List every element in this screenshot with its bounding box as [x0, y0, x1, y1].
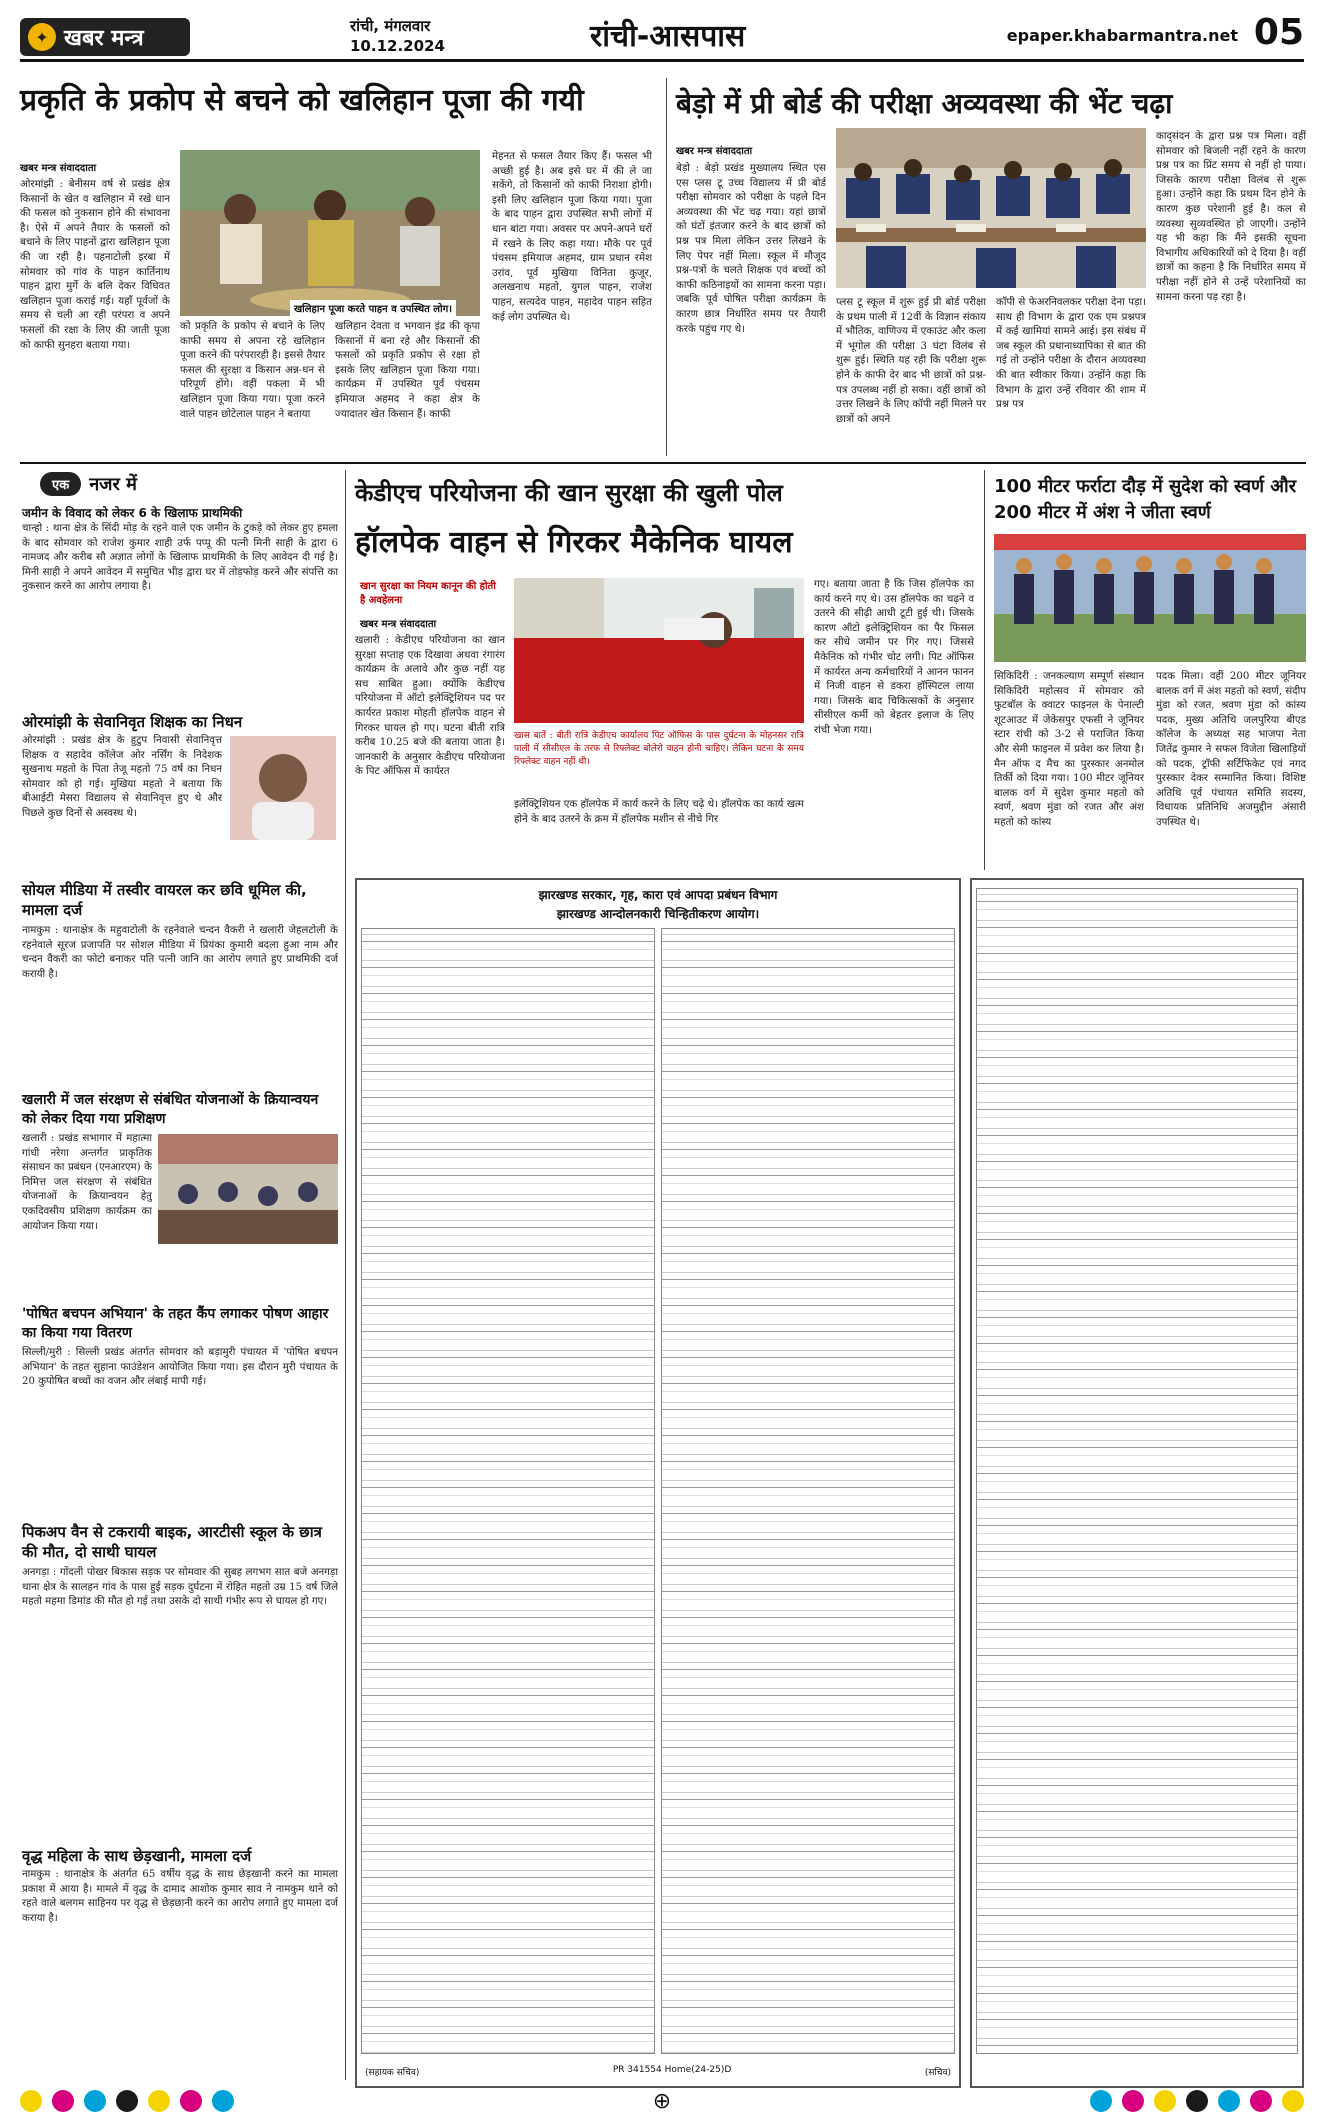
registration-dot	[1122, 2090, 1144, 2112]
registration-dot	[20, 2090, 42, 2112]
brief-7-body: नामकुम : थानाक्षेत्र के अंतर्गत 65 वर्षीय वृद्ध के साथ छेड़खानी करने का मामला प्रकाश में आया है। मामले में वृद्ध के दामाद आशोक कुमार साव ने नामकुम थाने को रहते वाले बलगम साहिनय पर वृद्ध से छेड़छानी करने का आरोप लगाते हुए मामला दर्ज कराया है।	[22, 1869, 338, 1924]
notice-ref: PR 341554 Home(24-25)D	[612, 2065, 732, 2075]
story-2-photo	[836, 128, 1146, 288]
dateline	[350, 16, 445, 56]
section-divider	[20, 462, 1306, 464]
brief-4-body: खलारी : प्रखंड सभागार में महात्मा गांधी नरेगा अन्तर्गत प्राकृतिक संसाधन का प्रबंधन (एनआरएम) के निमित्त जल संरक्षण से संबंधित योजनाओं के क्रियान्वयन हेतु एकदिवसीय प्रशिक्षण कार्यक्रम का आयोजन किया गया।	[22, 1133, 152, 1232]
brief-2-headline[interactable]: ओरमांझी के सेवानिवृत शिक्षक का निधन	[22, 713, 243, 731]
notice-list-table	[976, 888, 1298, 2054]
logo-icon: ✦	[28, 23, 56, 51]
ek-nazar-mein-tag	[40, 472, 137, 496]
story-2-byline: खबर मन्त्र संवाददाता	[676, 146, 753, 157]
story-1-col2: को प्रकृति के प्रकोप से बचाने के लिए काफी समय से अपना रहे खलिहान पूजा करने की परंपरारही है। इससे तैयार फसल की सुरक्षा व किसान अन्न-धन से परिपूर्ण होंगे। वहीं पकला में भी खलिहान पूजा किया गया। पूजा करने वाले पाहन छोटेलाल पाहन ने बताया	[180, 321, 325, 420]
notice-sign-left: (सहायक सचिव)	[365, 2068, 420, 2078]
story-3-body-3: गए। बताया जाता है कि जिस हॉलपेक का कार्य करने गए थे। उस हॉलपेक का चढ़ने व उतरने की सीढ़ी आधी टूटी हुई थी। जिसके कारण ऑटो इलेक्ट्रिशियन का पैर फिसल कर सीधे जमीन पर गिर गए। जिससे मैकेनिक को गंभीर चोट लगी। पिट ऑफिस में कार्यरत अन्य कर्मचारियों ने आनन फानन में निजी वाहन से डकरा हॉस्पिटल लाया गया। जिसके बाद चिकित्सकों के अनुसार सीसीएल कर्मी को बेहतर इलाज के लिए रांची भेजा गया।	[814, 579, 974, 736]
registration-dot	[1154, 2090, 1176, 2112]
registration-dot	[116, 2090, 138, 2112]
story-2-col2: प्लस टू स्कूल में शुरू हुई प्री बोर्ड परीक्षा के प्रथम पाली में 12वीं के विज्ञान संकाय में भौतिक, वाणिज्य में एकाउंट और कला में भूगोल की परीक्षा 3 घंटा विलंब से शुरू हुई। स्थिति यह रही कि परीक्षा शुरू होने के काफी देर बाद भी छात्रों को प्रश्न-पत्र उपलब्ध नहीं हो सका। वहीं छात्रों को उत्तर लिखने के लिए कॉपी नहीं मिलने पर छात्रों को अपने	[836, 297, 986, 425]
story-1-headline[interactable]: प्रकृति के प्रकोप से बचने को खलिहान पूजा की गयी	[20, 83, 584, 118]
story-3-byline: खबर मन्त्र संवाददाता	[360, 619, 437, 630]
story-4-photo	[994, 534, 1306, 662]
brief-3-headline[interactable]: सोयल मीडिया में तस्वीर वायरल कर छवि धूमिल की, मामला दर्ज	[22, 881, 307, 919]
story-1-col4: मेहनत से फसल तैयार किए हैं। फसल भी अच्छी हुई है। अब इसे घर में की ले जा सकेंगे, तो किसानों को काफी निराशा होगी। इसी लिए खलिहान पूजा किया गया। पूजा के बाद पाहन द्वारा उपस्थित सभी लोगों में धान बांटा गया। अवसर पर अपने-अपने घरों में रखने के लिए कहा गया। मौके पर पूर्व पंचसम इमियाज अहमद, ग्राम प्रधान रमेश उरांव, पूर्व मुखिया विनिता कुजूर, अलखनाथ महतो, युगल पाहन, राजेश पाहन, सत्यदेव पाहन, महादेव पाहन सहित कई लोग उपस्थित थे।	[492, 151, 652, 323]
notice-line-1: झारखण्ड सरकार, गृह, कारा एवं आपदा प्रबंधन विभाग	[538, 888, 778, 902]
column-divider	[666, 78, 667, 456]
story-1-lead: ओरमांझी : बेनीसम वर्ष से प्रखंड क्षेत्र किसानों के खेत व खलिहान में रखे धान की फसल को नुकसान होने की संभावना है। ऐसे में अपने तैयार के फसलों को बचाने के लिए पाहनों द्वारा खलिहान पूजा की जा रही है। पहनाटोली इरबा में सोमवार को गांव के पाहन कार्तिनाथ पाहन द्वारा मुर्गे के बलि देकर विधिवत खलिहान पूजा कराई गई। यहाँ पूर्वजों के समय से चली आ रही परंपरा व अपने फसलों की रक्षा के लिए की जाती पूजा को काफी सुनहरा बताया गया।	[20, 179, 170, 351]
government-notice	[355, 878, 961, 2088]
registration-dot	[1218, 2090, 1240, 2112]
story-3-headline[interactable]: हॉलपेक वाहन से गिरकर मैकेनिक घायल	[355, 525, 793, 560]
notice-list-column	[661, 928, 955, 2054]
brief-7-headline[interactable]: वृद्ध महिला के साथ छेड़खानी, मामला दर्ज	[22, 1847, 252, 1865]
brief-5-body: सिल्ली/मुरी : सिल्ली प्रखंड अंतर्गत सोमवार को बड़ामुरी पंचायत में 'पोषित बचपन अभियान' के तहत सुहाना फाउंडेशन आयोजित किया गया। इस दौरान मुरी पंचायत के 20 कुपोषित बच्चों का वजन और लंबाई मापी गई।	[22, 1347, 338, 1388]
story-4-headline[interactable]: 100 मीटर फर्राटा दौड़ में सुदेश को स्वर्ण और 200 मीटर में अंश ने जीता स्वर्ण	[994, 476, 1297, 523]
story-1-photo	[180, 150, 480, 316]
story-3-body: खलारी : केडीएच परियोजना का खान सुरक्षा सप्ताह एक दिखावा अथवा रंगारंग कार्यक्रम के अलावे और कुछ नहीं यह सच साबित हुआ। क्योंकि केडीएच परियोजना में ऑटो इलेक्ट्रिशियन पद पर कार्यरत प्रकाश मोहती हॉलपेक वाहन से गिरकर घायल हो गए। घटना बीती रात्रि करीब 10.25 बजे की बताया जाता है। जानकारी के अनुसार केडीएच परियोजना के पिट ऑफिस में कार्यरत	[355, 635, 505, 778]
column-divider	[345, 470, 346, 2080]
notice-list-table	[361, 928, 955, 2054]
registration-dot	[52, 2090, 74, 2112]
color-registration-left	[20, 2090, 234, 2112]
notice-list-column	[976, 888, 1298, 2054]
obituary-photo	[230, 736, 336, 840]
registration-dot	[1250, 2090, 1272, 2112]
story-1-caption: खलिहान पूजा करते पाहन व उपस्थित लोग।	[290, 300, 456, 316]
column-divider	[984, 470, 985, 870]
tag-pill: एक	[40, 472, 81, 496]
story-1-col3: खलिहान देवता व भगवान इंद्र की कृपा किसानों में बना रहे और किसानों की फसलों को प्रकृति प्रकोप से रक्षा हो इसके लिए खलिहान पूजा किया गया। कार्यक्रम में उपस्थित पूर्व पंचसम इमियाज अहमद ने कहा क्षेत्र के ज्यादातर खेत किसान हैं। काफी	[335, 321, 480, 420]
brand-logo[interactable]	[20, 18, 190, 56]
registration-dot	[180, 2090, 202, 2112]
story-3-side-note: खान सुरक्षा का नियम कानून की होती है अवहेलना	[360, 581, 496, 606]
brief-3-body: नामकुम : थानाक्षेत्र के महुवाटोली के रहनेवाले चन्दन वैकरी ने खलारी जेहलटोली के रहनेवाले सूरज प्रजापति पर सोशल मीडिया में प्रियंका कुमारी बदला हुआ नाम और चन्दन वैकरी का फोटो बनाकर पति पत्नी जानि का आरोप लगाते हुए प्राथमिकी दर्ज करायी है।	[22, 925, 338, 980]
registration-dot	[1282, 2090, 1304, 2112]
section-title: रांची-आसपास	[590, 19, 746, 54]
story-2-headline[interactable]: बेड़ो में प्री बोर्ड की परीक्षा अव्यवस्था की भेंट चढ़ा	[676, 87, 1173, 120]
story-3-body-2: इलेक्ट्रिशियन एक हॉलपेक में कार्य करने के लिए चढ़े थे। हॉलपेक का कार्य खत्म होने के बाद उतरने के क्रम में हॉलपेक मशीन से नीचे गिर	[514, 799, 804, 825]
story-3-photo	[514, 578, 804, 723]
story-2-col1: बेड़ो : बेड़ो प्रखंड मुख्यालय स्थित एस एस प्लस टू उच्च विद्यालय में प्री बोर्ड परीक्षा सोमवार को परीक्षा के पहले दिन अव्यवस्था की भेंट चढ़ गया। यहां छात्रों को घंटों इंतजार करने के बाद छात्रों को प्रश्न पत्र मिला लेकिन उत्तर लिखने के लिए पेपर नहीं मिला। स्कूल में मौजूद प्रश्न-पत्रों के चलते शिक्षक एवं बच्चों को काफी कठिनाइयों का सामना करना पड़ा। जबकि पूर्व घोषित परीक्षा कार्यक्रम के कारण छात्र निर्धारित समय पर तैयारी करके पहुंच गए थे।	[676, 163, 826, 335]
epaper-link[interactable]: epaper.khabarmantra.net	[1006, 26, 1238, 45]
training-photo	[158, 1134, 338, 1244]
registration-dot	[1090, 2090, 1112, 2112]
tag-label: नजर में	[89, 474, 137, 495]
color-registration-right	[1090, 2090, 1304, 2112]
registration-dot	[148, 2090, 170, 2112]
crosshair-icon: ⊕	[652, 2088, 672, 2114]
story-3-photo-caption: खास बातें : बीती रात्रि केडीएच कार्यालय पिट ऑफिस के पास दुर्घटना के मोहनसर रात्रि पाली में सीसीएल के तरफ से रिफ्लेक्ट बोलेरो वाहन होनी चाहिए। लेकिन घटना के समय रिफ्लेक्ट वाहन नहीं थी।	[514, 731, 804, 767]
notice-sign-right: (सचिव)	[924, 2068, 951, 2078]
brand-name: खबर मन्त्र	[64, 26, 144, 51]
notice-footer	[365, 2065, 951, 2078]
story-2-col3: कॉपी से फेअरनिवलकर परीक्षा देना पड़ा। साथ ही विभाग के द्वारा एक एम प्रश्नपत्र में कई खामियां सामने आई। इस संबंध में जब स्कूल की प्रधानाध्यापिका से बात की गई तो उन्होंने परीक्षा के दौरान अव्यवस्था की बात स्वीकार किया। उन्होंने कहा कि विभाग के द्वारा उन्हें रविवार की शाम में प्रश्न पत्र	[996, 297, 1146, 411]
government-notice-continued	[970, 878, 1304, 2088]
print-registration-bar	[20, 2086, 1304, 2116]
brief-6-body: अनगड़ा : गोंदली पोखर बिकास सड़क पर सोमवार की सुबह लगभग सात बजे अनगड़ा थाना क्षेत्र के सालहन गांव के पास हुई सड़क दुर्घटना में रोहित महतो उम्र 15 वर्ष जिले महतो महमा डिमांड की मौत हो गई तथा उसके दो साथी गंभीर रूप से घायल हो गए।	[22, 1567, 338, 1608]
story-3-kicker: केडीएच परियोजना की खान सुरक्षा की खुली पोल	[355, 479, 783, 507]
story-2-col4: काद्संदन के द्वारा प्रश्न पत्र मिला। वहीं सोमवार को बिजली नहीं रहने के कारण प्रश्न पत्र का प्रिंट समय से नहीं हो पाया। जिसके कारण परीक्षा विलंब से शुरू हुआ। उन्होंने कहा कि प्रथम दिन होने के कारण कुछ परेशानी हुई है। कल से व्यवस्था सुव्यवस्थित हो जाएगी। उन्होंने यह भी कहा कि मैंने इसकी सूचना विभागीय अधिकारियों को दे दिया है। वहीं छात्रों का कहना है कि निर्धारित समय में परीक्षा नहीं होने से उन्हें परेशानियों का सामना करना पड़ रहा है।	[1156, 131, 1306, 303]
notice-line-2: झारखण्ड आन्दोलनकारी चिन्हितीकरण आयोग।	[556, 907, 760, 921]
brief-2-body: ओरमांझी : प्रखंड क्षेत्र के हुटुप निवासी सेवानिवृत्त शिक्षक व सहादेव कॉलेज ओर नर्सिंग के निदेशक सुखनाथ महतो के पिता तेजू महतो 75 वर्ष का निधन सोमवार को हो गई। मुखिया महतो ने बताया कि बीआईटी मेसरा विद्यालय से सेवानिवृत्त हुए थे और पिछले कुछ दिनों से अस्वस्थ थे।	[22, 735, 222, 819]
registration-dot	[84, 2090, 106, 2112]
registration-dot	[1186, 2090, 1208, 2112]
story-1-byline: खबर मन्त्र संवाददाता	[20, 163, 97, 174]
issue-date: 10.12.2024	[350, 37, 445, 55]
brief-1-body: चान्हो : थाना क्षेत्र के सिंदी मोड़ के रहने वाले एक जमीन के टुकड़े को लेकर हुए हमला के बाद सोमवार को राजेश कुमार शाही उर्फ पप्पू की पत्नी मिनी साही के द्वारा 6 नामजद और करीब सौ अज्ञात लोगों के खिलाफ प्राथमिकी के लिए आवेदन दी गई है। मिनी साही ने अपने आवेदन में समुचित भीड़ द्वारा घर में तोड़फोड़ करने और संपत्ति का नुकसान करने का आरोप लगाया है।	[22, 523, 338, 593]
brief-1-headline[interactable]: जमीन के विवाद को लेकर 6 के खिलाफ प्राथमिकी	[22, 506, 243, 520]
brief-4-headline[interactable]: खलारी में जल संरक्षण से संबंधित योजनाओं के क्रियान्वयन को लेकर दिया गया प्रशिक्षण	[22, 1092, 319, 1127]
masthead	[20, 14, 1304, 62]
story-4-col1: सिकिदिरी : जनकल्याण सम्पूर्ण संस्थान सिकिदिरी महोत्सव में सोमवार को फुटबॉल के क्वाटर फाइनल के पेनाल्टी शूटआउट में जेकेसपुर एफसी ने जूनियर स्टार रांची को 3-2 से पराजित किया और सेमी फाइनल में प्रवेश कर लिया है। मैन ऑफ द मैच का पुरस्कार अनमोल तिर्की को दिया गया। 100 मीटर जूनियर बालक वर्ग में सुदेश कुमार महतो को स्वर्ण, श्रवण मुंडा को रजत और अंश महतो को कांस्य	[994, 671, 1144, 828]
page-number: 05	[1253, 12, 1304, 53]
place-day: रांची, मंगलवार	[350, 17, 431, 35]
story-4-col2: पदक मिला। वहीं 200 मीटर जूनियर बालक वर्ग में अंश महतो को स्वर्ण, संदीप मुंडा को रजत, श्रवण मुंडा को कांस्य पदक, मुख्य अतिथि जलपुरिया बीएड कॉलेज के अध्यक्ष सह भाजपा नेता जितेंद्र कुमार ने सफल विजेता खिलाड़ियों को पदक, ट्रॉफी सर्टिफिकेट एवं नगद पुरस्कार देकर सम्मानित किया। विशिष्ट अतिथि पूर्व पंचायत समिति सदस्य, विधायक प्रतिनिधि अजमुद्दीन अंसारी उपस्थित थे।	[1156, 671, 1306, 828]
brief-6-headline[interactable]: पिकअप वैन से टकरायी बाइक, आरटीसी स्कूल के छात्र की मौत, दो साथी घायल	[22, 1523, 322, 1561]
registration-dot	[212, 2090, 234, 2112]
brief-5-headline[interactable]: 'पोषित बचपन अभियान' के तहत कैंप लगाकर पोषण आहार का किया गया वितरण	[22, 1306, 329, 1341]
notice-list-column	[361, 928, 655, 2054]
